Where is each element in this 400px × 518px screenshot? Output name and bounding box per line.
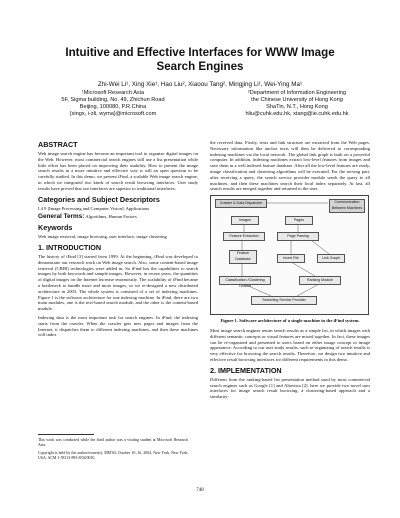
title-line-1: Intuitive and Effective Interfaces for WWW Image (65, 46, 335, 59)
images-box: Images (231, 216, 259, 225)
general-terms-text: Algorithms, Human Factors (85, 214, 137, 220)
copyright-text: Copyright is held by the author/owner(s). MM'04, October 10–16, 2004, New York, New York, USA. ACM 1-58113-893-8/04/0010. (38, 451, 188, 460)
implementation-heading: 2. IMPLEMENTATION (210, 365, 282, 375)
classification-box: Classification /Clustering Toolbox (219, 276, 271, 285)
affiliation-line: 5F, Sigma building, No. 49, Zhichun Road (61, 97, 165, 103)
footnote-text: This work was conducted while the third author was a visiting student at Microsoft Research Asia. (38, 438, 188, 447)
feature-extraction-box: Feature Extraction (223, 232, 265, 241)
keywords-heading: Keywords (38, 223, 73, 233)
affiliation-right (222, 90, 372, 118)
affiliation-line: the Chinese University of Hong Kong (251, 97, 343, 103)
introduction-paragraph-1: The history of iFind [3] started from 1999. At the beginning, iFind was developed to demonstrate our research work on Web image search. Also, some content-based image retrieval (CBIR) technologies were added in. So iFind has the capabilities to search images by both keywords and sample images. However, in recent years, the quantities of digital images on the Internet increase enormously. The scalability of iFind became a bottleneck to handle more and more images, so we re-designed a new distributed architecture in 2003. The whole system is consisted of a set of indexing machines. Figure 1 is the software architecture for one indexing machine. In iFind, there are two main modules, one is the text-based search module, and the other is the content-based module. (38, 253, 198, 312)
inverted-file-box: Invert File (277, 254, 305, 263)
right-paragraph-1: the received data. Firstly, texts and link structure are extracted from the Web pages. Necessary information like anchor texts will then be delivered to corresponding indexing machines via the local network. The global link graph is built on a powerful computer. In addition, indexing machines extract low-level features from images and save them in a well indexed feature database. After all the low-level features are ready, image classification and clustering algorithms will be executed. For the serving part, after receiving a query, the search service provider module sends the query to all machines, and then these machines search their local index separately. At last, all search results are merged together and returned to the user. (210, 140, 370, 192)
categories-heading: Categories and Subject Descriptors (38, 194, 160, 204)
implementation-text: Different from the ranking-based list presentation method used by most commercial search engines such as Google [1] and Altavista [2], here we provide two novel user interfaces for image search result browsing, a clustering-based approach and a similarity- (210, 376, 370, 400)
abstract-heading: ABSTRACT (38, 140, 78, 149)
general-terms (38, 214, 198, 220)
paper-title (20, 46, 380, 74)
categories-text: I.4.9 [Image Processing and Computer Vision]: Applications (38, 205, 150, 211)
affiliation-line: hliu@cuhk.edu.hk, xtang@ie.cuhk.edu.hk (245, 111, 349, 117)
affiliation-line: {xingx, i-zli, wyma}@microsoft.com (69, 111, 157, 117)
abstract-text: Web image search engine has become an important tool to organize digital images on the Web. However, most commercial search engines still use a list presentation while little effort has been placed on improving their usability. How to present the image search results in a more intuitive and effective way is still an open question to be carefully studied. In this demo, we present iFind, a scalable Web image search engine, in which we integrated two kinds of search result browsing interfaces. User study results have proved that our interfaces are superior to traditional interfaces. (38, 151, 198, 191)
crawler-box: Crawler & Data Dispatcher (215, 199, 267, 208)
page-number: 748 (196, 488, 204, 493)
feature-database-box: Feature Database (229, 250, 257, 264)
title-line-2: Search Engines (156, 60, 244, 73)
introduction-paragraph-2: Indexing data is the most important task for search engines. In iFind, the indexing starts from the crawler. When the crawler gets new pages and images from the Internet, it dispatches them to different indexing machines, and then these machines will index (38, 314, 198, 338)
affiliation-line: ShaTin, N.T., Hong Kong (266, 104, 328, 110)
communication-box: Communication Between Machines (329, 199, 365, 213)
footnote-block (38, 438, 188, 464)
author-list: Zhi-Wei Li¹, Xing Xie¹, Hao Liu², Xiaoou Tang², Mingjing Li¹, Wei-Ying Ma¹ (97, 81, 303, 88)
affiliation-line: Beijing, 100080, P.R.China (79, 104, 147, 110)
figure-caption: Figure 1. Software architecture of a single machine in the iFind system. (220, 318, 360, 324)
pages-box: Pages (285, 216, 313, 225)
link-graph-box: Link Graph (317, 254, 345, 263)
introduction-heading: 1. INTRODUCTION (38, 242, 102, 252)
left-column (38, 140, 198, 341)
architecture-figure (210, 195, 369, 315)
page-parsing-box: Page Parsing (277, 232, 319, 241)
keywords-text: Web image retrieval, image browsing, user interface, image clustering (38, 234, 167, 240)
right-column (210, 140, 370, 403)
affiliation-line: ¹Microsoft Research Asia (81, 90, 145, 96)
footnote-rule (38, 434, 94, 435)
search-service-box: Searching Service Provider (251, 296, 317, 305)
right-paragraph-2: Most image search engines return search results as a simple list, in which images with different semantic concepts or visual features are mixed together. In fact, these images can be re-organized and presented to users based on either image concept or image appearance. According to our user study results, such re-organizing of search results is very effective for browsing the search results. Therefore, we design two intuitive and effective result browsing interfaces for different requirements in this demo. (210, 327, 370, 362)
affiliation-line: ²Department of Information Engineering (247, 90, 347, 96)
general-terms-heading: General Terms: (38, 213, 85, 221)
affiliation-left (38, 90, 188, 118)
ranking-module-box: Ranking Module (299, 276, 341, 285)
